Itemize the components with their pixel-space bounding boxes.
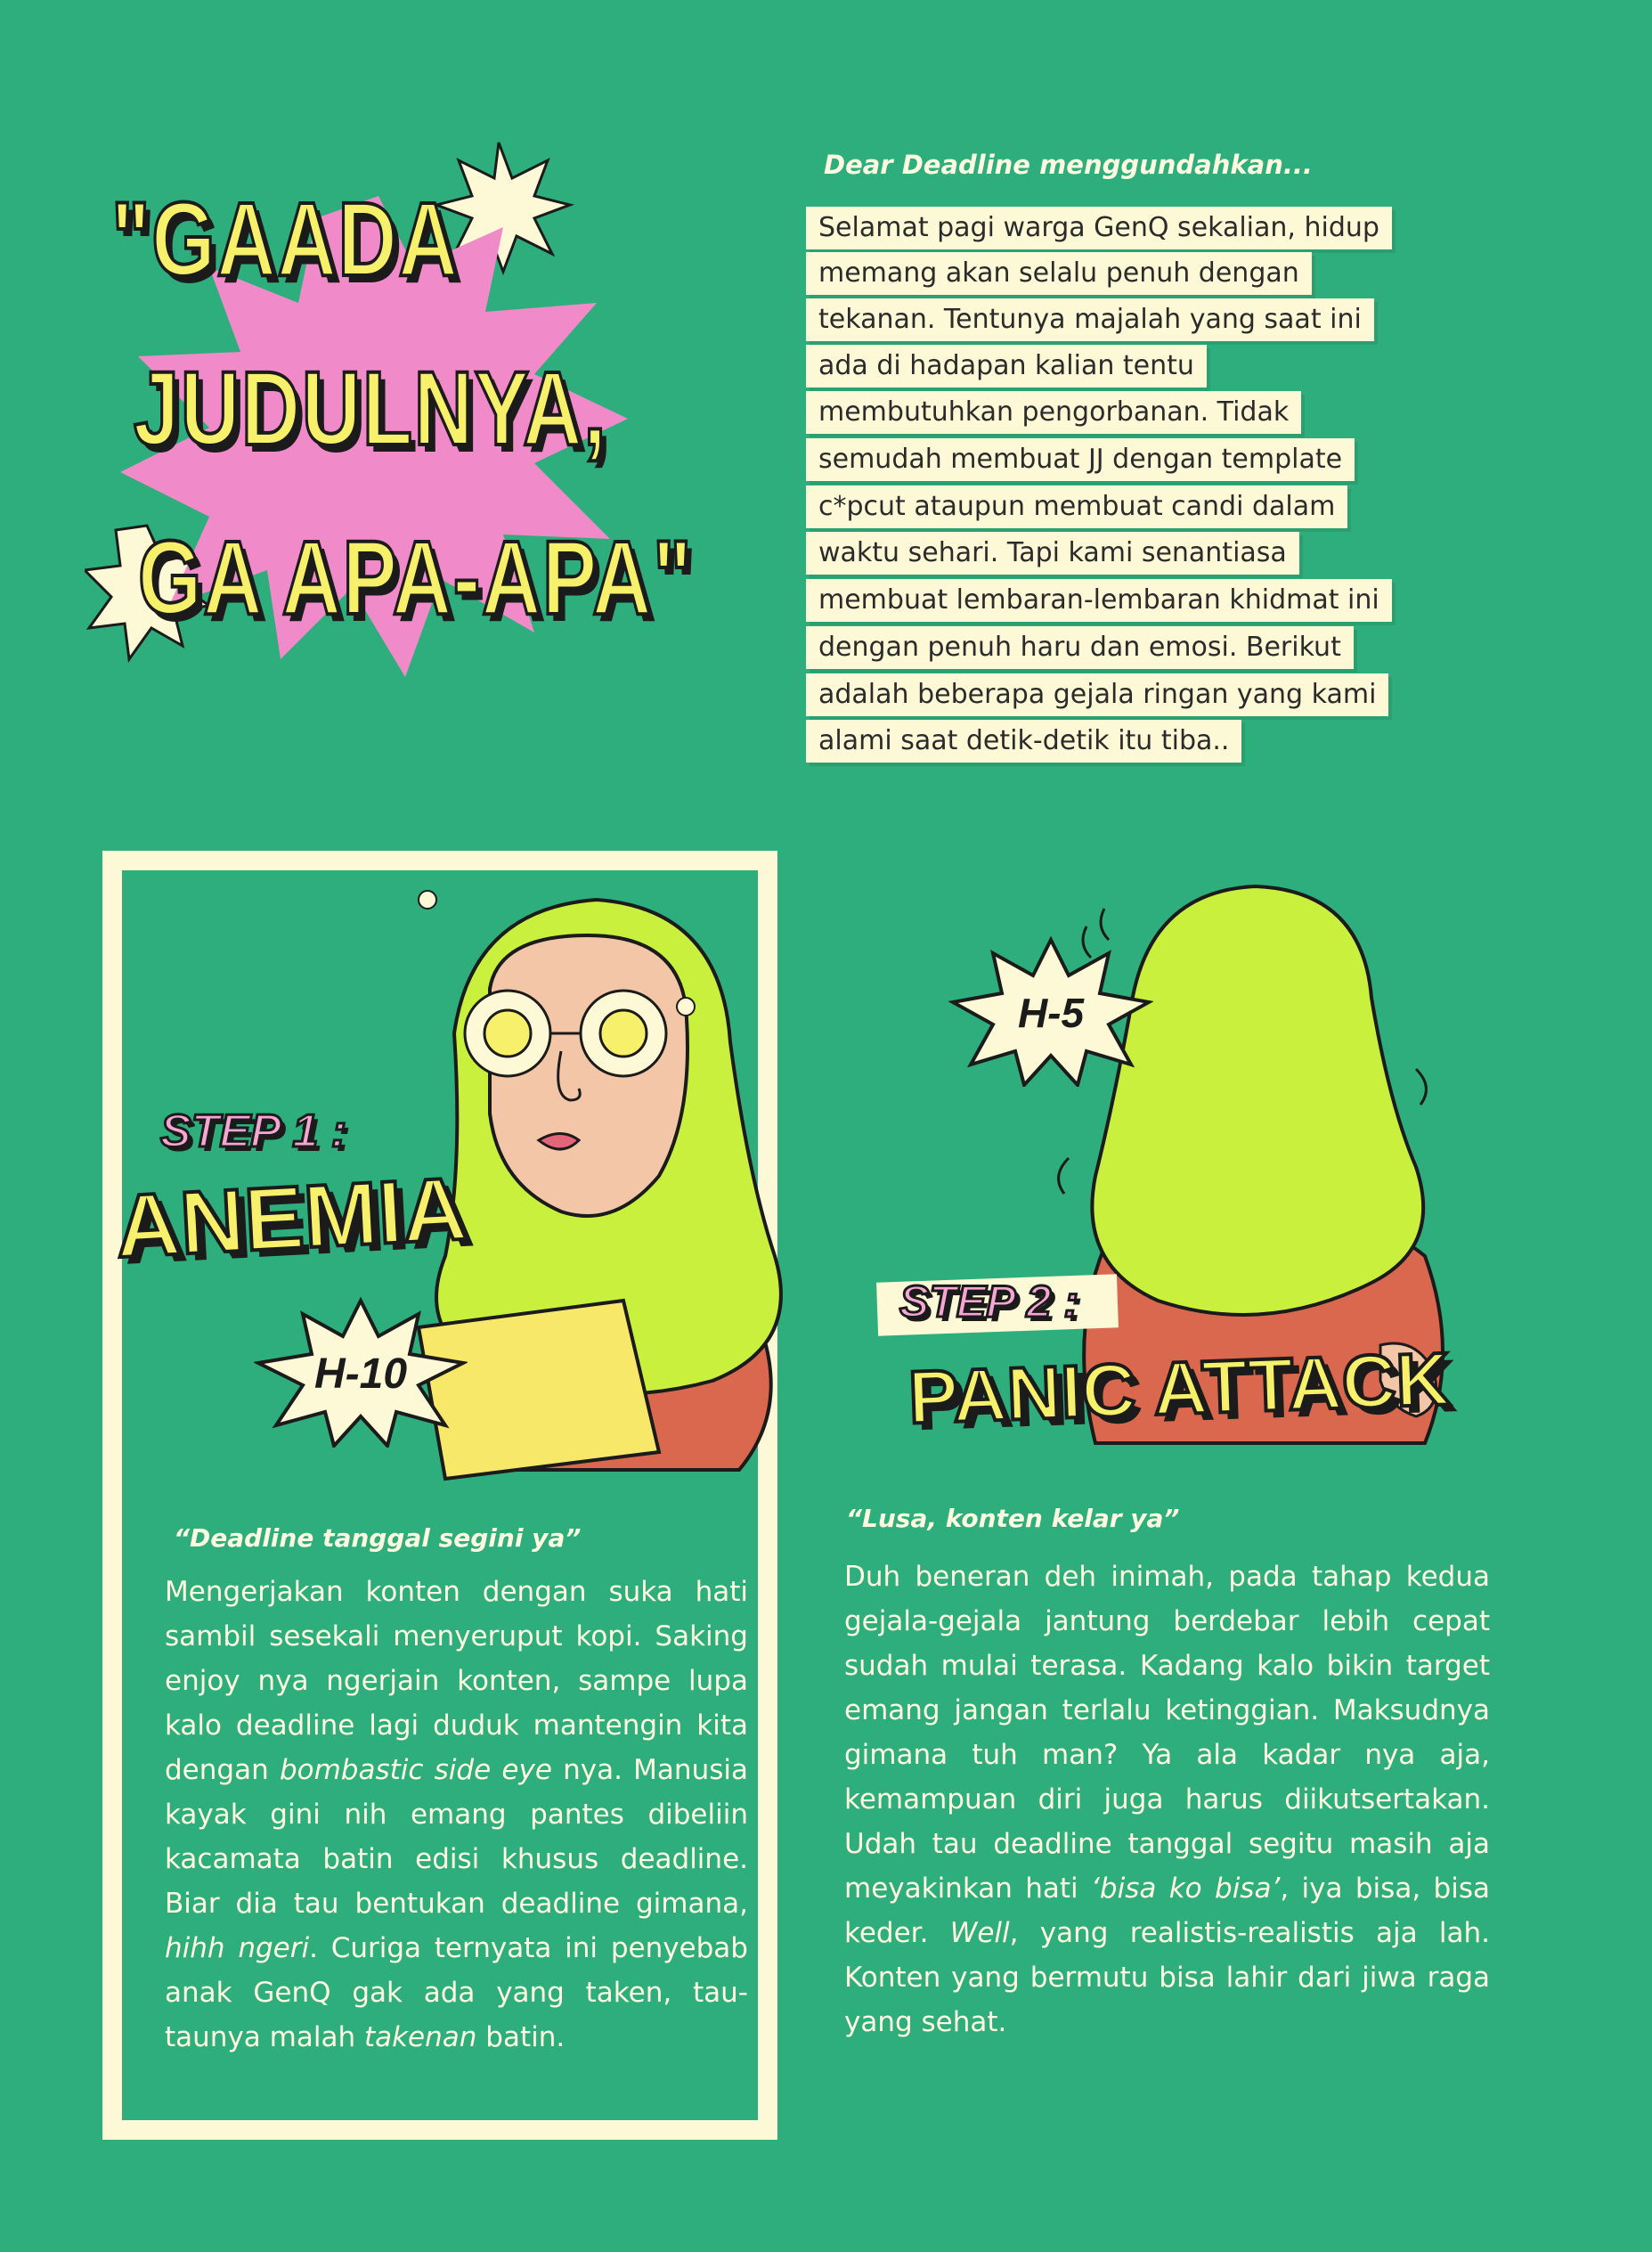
step2-label: STEP 2 : [899, 1277, 1078, 1326]
intro-line: membutuhkan pengorbanan. Tidak [806, 391, 1301, 434]
body-text-segment: , yang realistis-realistis aja lah. Konten yang bermutu bisa lahir dari jiwa raga yang sehat. [844, 1917, 1491, 2038]
step1-quote: “Deadline tanggal segini ya” [174, 1523, 582, 1553]
step1-name: ANEMIA [113, 1158, 470, 1277]
step1-label: STEP 1 : [160, 1106, 347, 1157]
body-text-segment: Duh beneran deh inimah, pada tahap kedua gejala-gejala jantung berdebar lebih cepat sudah mulai terasa. Kadang kalo bikin target emang jangan terlalu ketinggian. Maksudnya gimana tuh man? Ya ala kadar nya aja, kemampuan diri juga harus diikutsertakan. Udah tau deadline tanggal segitu masih aja meyakinkan hati [844, 1561, 1490, 1905]
step2-quote: “Lusa, konten kelar ya” [846, 1504, 1180, 1533]
italic-text: ‘bisa ko bisa’ [1091, 1873, 1281, 1905]
step2-body [844, 1554, 1490, 2044]
intro-line: ada di hadapan kalian tentu [806, 345, 1207, 388]
intro-line: dengan penuh haru dan emosi. Berikut [806, 626, 1354, 669]
intro-line: semudah membuat JJ dengan template [806, 438, 1355, 481]
intro-line: tekanan. Tentunya majalah yang saat ini [806, 298, 1374, 341]
body-text-segment: , iya bisa, bisa keder. [844, 1873, 1490, 1949]
italic-text: hihh ngeri [165, 1932, 310, 1964]
italic-text: Well [949, 1917, 1010, 1949]
title-line-3: GA APA-APA" [138, 519, 694, 637]
intro-line: adalah beberapa gejala ringan yang kami [806, 673, 1388, 716]
body-text-segment: Mengerjakan konten dengan suka hati sambil sesekali menyeruput kopi. Saking enjoy nya ngerjain konten, sampe lupa kalo deadline lagi duduk mantengin kita dengan [165, 1576, 748, 1786]
intro-line: Selamat pagi warga GenQ sekalian, hidup [806, 207, 1392, 249]
step1-body [165, 1570, 748, 2060]
intro-heading: Dear Deadline menggundahkan... [824, 150, 1313, 180]
italic-text: takenan [363, 2021, 477, 2053]
body-text-segment: nya. Manusia kayak gini nih emang pantes dibeliin kacamata batin edisi khusus deadline. Biar dia tau bentukan deadline gimana, [165, 1754, 748, 1920]
intro-line: waktu sehari. Tapi kami senantiasa [806, 532, 1299, 575]
intro-line: memang akan selalu penuh dengan [806, 252, 1312, 295]
body-text-segment: batin. [476, 2021, 566, 2053]
step2-name: PANIC ATTACK [907, 1336, 1452, 1440]
step2-badge-text: H-5 [1017, 990, 1085, 1036]
intro-line: membuat lembaran-lembaran khidmat ini [806, 579, 1392, 622]
italic-text: bombastic side eye [279, 1754, 552, 1786]
title-line-1: "GAADA [111, 181, 460, 298]
step2-badge [948, 935, 1153, 1087]
step1-badge-text: H-10 [313, 1350, 408, 1398]
body-text-segment: . Curiga ternyata ini penyebab anak GenQ gak ada yang taken, tau-taunya malah [165, 1932, 748, 2053]
intro-line: alami saat detik-detik itu tiba.. [806, 720, 1241, 763]
intro-line: c*pcut ataupun membuat candi dalam [806, 485, 1347, 528]
title-line-2: JUDULNYA, [134, 350, 608, 468]
step1-badge [254, 1296, 468, 1448]
